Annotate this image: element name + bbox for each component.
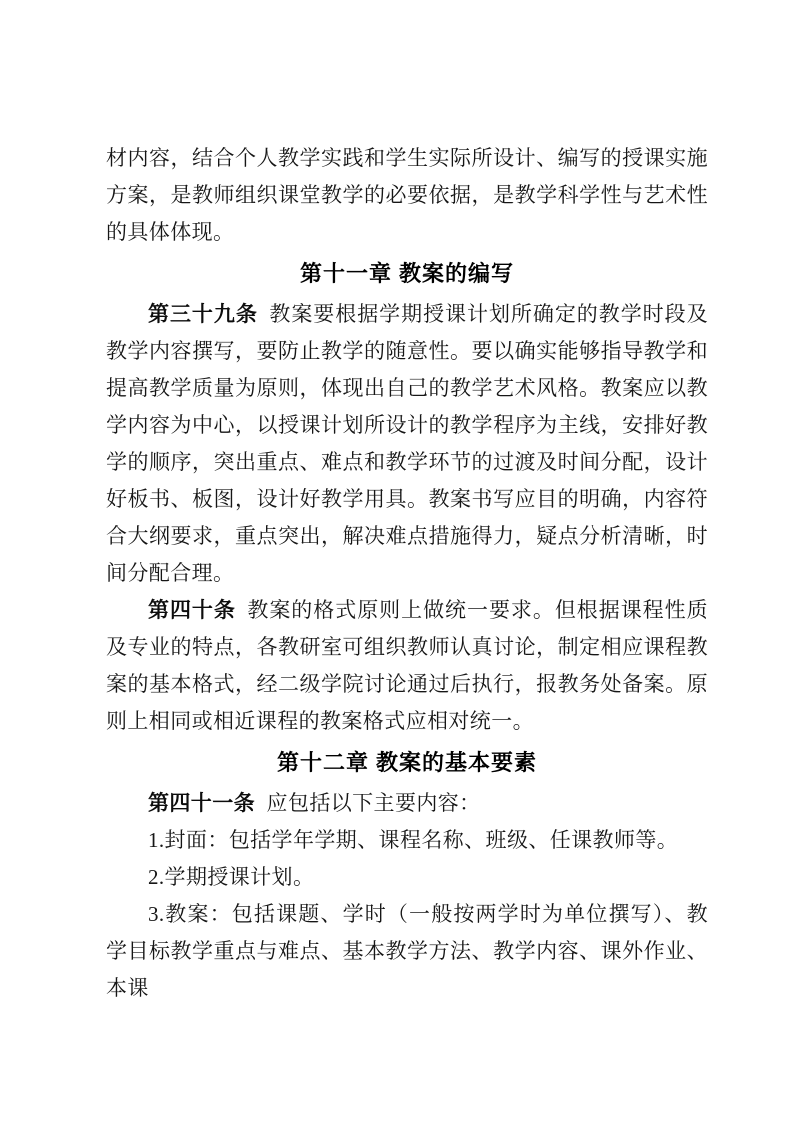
document-content — [106, 140, 708, 1007]
article-number: 第四十条 — [148, 598, 236, 622]
body-paragraph: 2.学期授课计划。 — [148, 865, 315, 889]
paragraph-text: 教案的格式原则上做统一要求。但根据课程性质及专业的特点，各教研室可组织教师认真讨论，制定相应课程教案的基本格式，经二级学院讨论通过后执行，报教务处备案。原则上相同或相近课程的教案格式应相对统一。 — [106, 598, 708, 733]
article-number: 第三十九条 — [148, 302, 258, 326]
chapter-heading: 第十二章 教案的基本要素 — [276, 750, 538, 775]
paragraph-text: 应包括以下主要内容： — [266, 791, 481, 815]
article-number: 第四十一条 — [148, 791, 255, 815]
chapter-heading: 第十一章 教案的编写 — [299, 261, 515, 286]
article-paragraph — [106, 592, 708, 740]
body-paragraph: 3.教案：包括课题、学时（一般按两学时为单位撰写）、教学目标教学重点与难点、基本教学方法、教学内容、课外作业、本课 — [106, 902, 708, 1000]
body-paragraph: 1.封面：包括学年学期、课程名称、班级、任课教师等。 — [148, 828, 679, 852]
body-paragraph: 材内容，结合个人教学实践和学生实际所设计、编写的授课实施方案，是教师组织课堂教学的必要依据，是教学科学性与艺术性的具体体现。 — [106, 146, 708, 244]
article-paragraph — [106, 785, 708, 822]
article-paragraph — [106, 296, 708, 592]
paragraph-text: 教案要根据学期授课计划所确定的教学时段及教学内容撰写，要防止教学的随意性。要以确实能够指导教学和提高教学质量为原则，体现出自己的教学艺术风格。教案应以教学内容为中心，以授课计划所设计的教学程序为主线，安排好教学的顺序，突出重点、难点和教学环节的过渡及时间分配，设计好板书、板图，设计好教学用具。教案书写应目的明确，内容符合大纲要求，重点突出，解决难点措施得力，疑点分析清晰，时间分配合理。 — [106, 302, 709, 585]
